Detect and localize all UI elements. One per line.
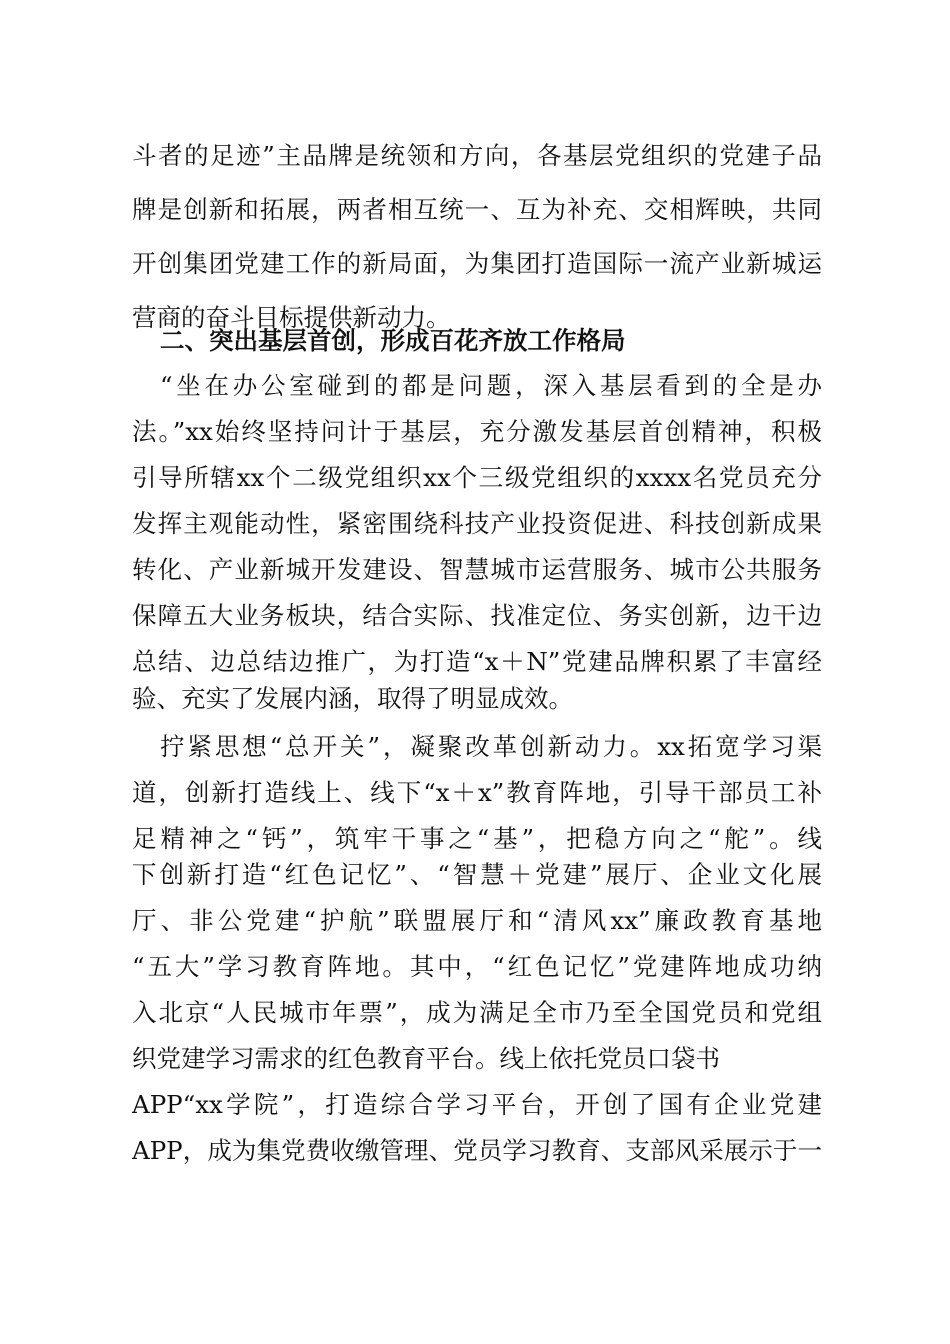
paragraph-line: “坐在办公室碰到的都是问题，深入基层看到的全是办 [160, 371, 822, 400]
paragraph-line: APP“xx学院”，打造综合学习平台，开创了国有企业党建 [132, 1090, 822, 1119]
paragraph-line: 入北京“人民城市年票”，成为满足全市乃至全国党员和党组 [132, 998, 822, 1027]
paragraph-line: 法。”xx始终坚持问计于基层，充分激发基层首创精神，积极 [132, 417, 822, 446]
paragraph-line: APP，成为集党费收缴管理、党员学习教育、支部风采展示于一 [132, 1136, 822, 1165]
paragraph-line: 验、充实了发展内涵，取得了明显成效。 [132, 684, 573, 713]
paragraph-line: 牌是创新和拓展，两者相互统一、互为补充、交相辉映，共同 [132, 195, 822, 224]
paragraph-line: 引导所辖xx个二级党组织xx个三级党组织的xxxx名党员充分 [132, 463, 822, 492]
paragraph-line: 厅、非公党建“护航”联盟展厅和“清风xx”廉政教育基地 [132, 906, 822, 935]
section-heading: 二、突出基层首创，形成百花齐放工作格局 [160, 326, 626, 355]
paragraph-line: 发挥主观能动性，紧密围绕科技产业投资促进、科技创新成果 [132, 509, 822, 538]
paragraph-line: 足精神之“钙”，筑牢干事之“基”，把稳方向之“舵”。线 [132, 824, 822, 853]
paragraph-line: 拧紧思想“总开关”，凝聚改革创新动力。xx拓宽学习渠 [160, 732, 822, 761]
paragraph-line: 织党建学习需求的红色教育平台。线上依托党员口袋书 [132, 1044, 720, 1073]
paragraph-line: 总结、边总结边推广，为打造“x＋N”党建品牌积累了丰富经 [132, 647, 822, 676]
paragraph-line: 下创新打造“红色记忆”、“智慧＋党建”展厅、企业文化展 [132, 860, 822, 889]
paragraph-line: 开创集团党建工作的新局面，为集团打造国际一流产业新城运 [132, 249, 822, 278]
paragraph-line: 道，创新打造线上、线下“x＋x”教育阵地，引导干部员工补 [132, 778, 822, 807]
paragraph-line: 转化、产业新城开发建设、智慧城市运营服务、城市公共服务 [132, 555, 822, 584]
paragraph-line: 营商的奋斗目标提供新动力。 [132, 303, 451, 332]
paragraph-line: 保障五大业务板块，结合实际、找准定位、务实创新，边干边 [132, 601, 822, 630]
paragraph-line: “五大”学习教育阵地。其中，“红色记忆”党建阵地成功纳 [132, 952, 822, 981]
paragraph-line: 斗者的足迹”主品牌是统领和方向，各基层党组织的党建子品 [132, 141, 822, 170]
